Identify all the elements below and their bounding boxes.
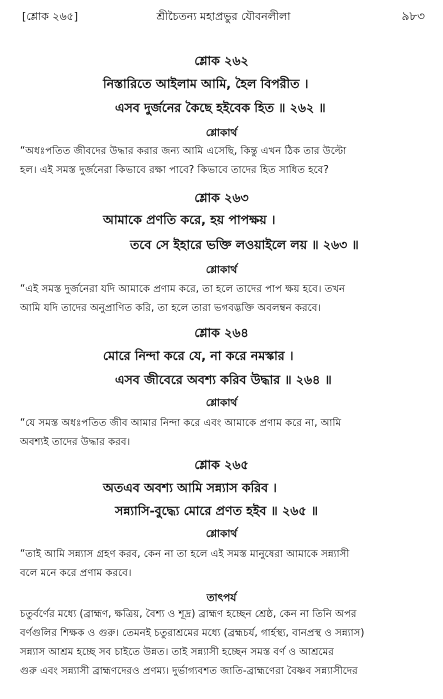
translation-heading: শ্লোকার্থ	[205, 127, 238, 139]
translation-text	[20, 545, 430, 583]
text-line: হল। এই সমস্ত দুর্জনেরা কিভাবে রক্ষা পাবে? কিভাবে তাদের হিত সাধিত হবে?	[20, 165, 329, 176]
text-line: আমি যদি তাদের অনুপ্রাণিত করি, তা হলে তারা ভগবদ্ভক্তি অবলম্বন করবে।	[20, 303, 322, 314]
text-line: অবশ্যই তাদের উদ্ধার করব।	[20, 437, 131, 448]
verse-line: সন্ন্যাসি-বুদ্ধ্যে মোরে প্রণত হইব ॥ ২৬৫ ॥	[115, 503, 318, 518]
translation-text	[20, 414, 430, 452]
sloka-heading: শ্লোক ২৬৫	[194, 457, 249, 472]
header-verse-range: [শ্লোক ২৬৫]	[22, 10, 79, 23]
sloka-heading: শ্লোক ২৬৩	[194, 190, 249, 205]
verse-line: তবে সে ইহারে ভক্তি লওয়াইলে লয় ॥ ২৬৩ ॥	[130, 237, 359, 252]
page-header	[22, 8, 425, 26]
translation-heading: শ্লোকার্থ	[205, 528, 238, 540]
text-line: বলে মনে করে প্রণাম করবে।	[20, 568, 132, 579]
purport-heading: তাৎপর্য	[206, 592, 237, 604]
translation-heading: শ্লোকার্থ	[205, 264, 238, 276]
text-line: গুরু এবং সন্ন্যাসী ব্রাহ্মণদেরও প্রণম্য। দুর্ভাগ্যবশত জাতি-ব্রাহ্মণেরা বৈষ্ণব সন্ন্যাসীদের	[20, 666, 358, 677]
text-line: “তাই আমি সন্ন্যাস গ্রহণ করব, কেন না তা হলে এই সমস্ত মানুষেরা আমাকে সন্ন্যাসী	[20, 549, 350, 560]
sloka-heading: শ্লোক ২৬৪	[194, 325, 249, 340]
text-line: বর্ণগুলির শিক্ষক ও গুরু। তেমনই চতুরাশ্রমের মধ্যে (ব্রহ্মচর্য, গার্হস্থ্য, বানপ্রস্থ ও সন্ন্যাস)	[20, 628, 365, 639]
verse-line: এসব জীবেরে অবশ্য করিব উদ্ধার ॥ ২৬৪ ॥	[115, 372, 332, 387]
verse-line: আমাকে প্রণতি করে, হয় পাপক্ষয় ।	[103, 212, 276, 227]
text-line: “যে সমস্ত অধঃপতিত জীব আমার নিন্দা করে এবং আমাকে প্রণাম করে না, আমি	[20, 418, 342, 429]
verse-line: অতএব অবশ্য আমি সন্ন্যাস করিব ।	[103, 480, 277, 495]
translation-heading: শ্লোকার্থ	[205, 397, 238, 409]
text-line: সন্ন্যাস আশ্রম হচ্ছে সব চাইতে উন্নত। তাই সন্ন্যাসী হচ্ছেন সমস্ত বর্ণ ও আশ্রমের	[20, 647, 334, 658]
translation-text	[20, 142, 430, 180]
verse-line: নিস্তারিতে আইলাম আমি, হৈল বিপরীত ।	[103, 76, 309, 91]
header-page-number: ৯৮৩	[401, 9, 425, 23]
translation-text	[20, 280, 430, 318]
text-line: “এই সমস্ত দুর্জনেরা যদি আমাকে প্রণাম করে, তা হলে তাদের পাপ ক্ষয় হবে। তখন	[20, 284, 346, 295]
purport-text	[20, 605, 432, 681]
verse-line: মোরে নিন্দা করে যে, না করে নমস্কার ।	[103, 348, 294, 363]
verse-line: এসব দুর্জনের কৈছে হইবেক হিত ॥ ২৬২ ॥	[115, 100, 326, 115]
sloka-heading: শ্লোক ২৬২	[194, 53, 249, 68]
text-line: “অধঃপতিত জীবদের উদ্ধার করার জন্য আমি এসেছি, কিন্তু এখন ঠিক তার উল্টো	[20, 146, 347, 157]
text-line: চতুর্বর্ণের মধ্যে (ব্রাহ্মণ, ক্ষত্রিয়, বৈশ্য ও শূদ্র) ব্রাহ্মণ হচ্ছেন শ্রেষ্ঠ, কেন না তিনি অপর	[20, 609, 357, 620]
header-chapter-title: শ্রীচৈতন্য মহাপ্রভুর যৌবনলীলা	[156, 10, 291, 23]
